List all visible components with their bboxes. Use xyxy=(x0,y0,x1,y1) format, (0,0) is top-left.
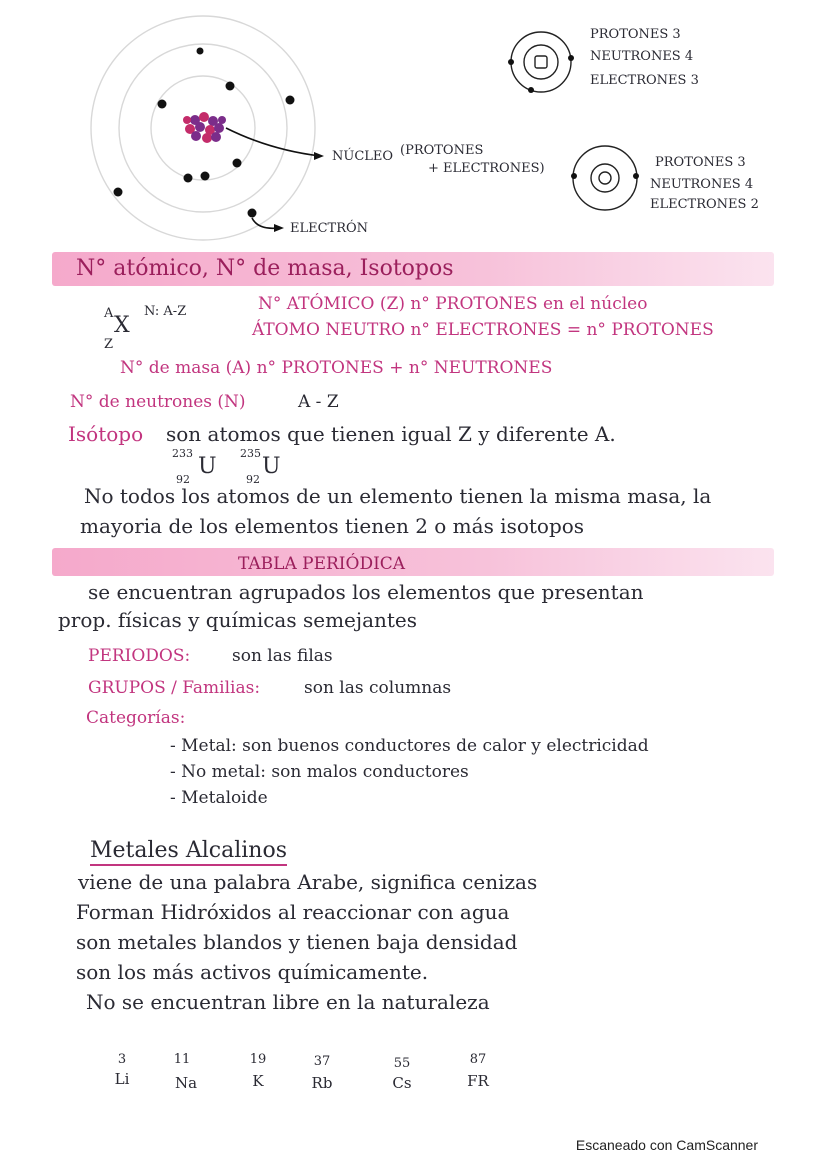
section3-heading: Metales Alcalinos xyxy=(90,840,287,866)
iso1-z: 92 xyxy=(176,473,190,486)
scanner-watermark: Escaneado con CamScanner xyxy=(575,1137,758,1153)
notation-x: X xyxy=(114,313,130,338)
iso2-symbol: U xyxy=(262,454,281,479)
section2-heading: TABLA PERIÓDICA xyxy=(238,554,406,574)
periods-label: PERIODOS: xyxy=(88,646,191,666)
alkali-line-3: son metales blandos y tienen baja densidad xyxy=(76,930,518,954)
categories-label: Categorías: xyxy=(86,708,186,728)
atom1-protons: PROTONES 3 xyxy=(590,27,681,42)
element-symbol: FR xyxy=(467,1072,489,1090)
atom2-electrons: ELECTRONES 2 xyxy=(650,197,759,212)
line-mass-number: N° de masa (A) n° PROTONES + n° NEUTRONES xyxy=(120,358,553,378)
groups-label: GRUPOS / Familias: xyxy=(88,678,261,698)
paragraph-line-2: mayoria de los elementos tienen 2 o más isotopos xyxy=(80,514,585,538)
alkali-line-5: No se encuentran libre en la naturaleza xyxy=(86,990,490,1014)
element-number: 37 xyxy=(313,1054,331,1069)
atom2-protons: PROTONES 3 xyxy=(655,155,746,170)
element-symbol: Cs xyxy=(392,1074,412,1092)
alkali-line-1: viene de una palabra Arabe, significa cenizas xyxy=(78,870,538,894)
notation-z: Z xyxy=(104,337,114,352)
element-number: 87 xyxy=(469,1052,487,1067)
line-neutral-atom: ÁTOMO NEUTRO n° ELECTRONES = n° PROTONES xyxy=(252,320,714,340)
nucleus-note-2: + ELECTRONES) xyxy=(428,161,545,176)
nucleus-note-1: (PROTONES xyxy=(400,143,484,158)
periodic-intro-1: se encuentran agrupados los elementos que presentan xyxy=(88,580,644,604)
atom1-neutrons: NEUTRONES 4 xyxy=(590,49,694,64)
periods-text: son las filas xyxy=(232,646,333,666)
paragraph-line-1: No todos los atomos de un elemento tienen la misma masa, la xyxy=(84,484,712,508)
element-symbol: Na xyxy=(174,1074,198,1092)
atom2-neutrons: NEUTRONES 4 xyxy=(650,177,754,192)
atom1-electrons: ELECTRONES 3 xyxy=(590,73,699,88)
electron-label: ELECTRÓN xyxy=(290,221,369,236)
periodic-intro-2: prop. físicas y químicas semejantes xyxy=(58,608,418,632)
element-symbol: K xyxy=(252,1072,264,1090)
line-neutrons-value: A - Z xyxy=(298,392,339,412)
notation-a: A xyxy=(104,306,114,321)
iso1-mass: 233 xyxy=(172,447,193,460)
small-atom-1 xyxy=(511,32,571,92)
element-number: 3 xyxy=(117,1052,127,1067)
category-metalloid: - Metaloide xyxy=(170,788,268,808)
element-symbol: Li xyxy=(114,1070,130,1088)
isotope-label: Isótopo xyxy=(68,422,144,446)
small-atom-2 xyxy=(573,146,637,210)
alkali-line-4: son los más activos químicamente. xyxy=(76,960,429,984)
nucleus-label: NÚCLEO xyxy=(332,149,394,164)
element-number: 11 xyxy=(173,1052,191,1067)
category-nonmetal: - No metal: son malos conductores xyxy=(170,762,469,782)
nucleus xyxy=(183,112,226,143)
iso2-mass: 235 xyxy=(240,447,261,460)
line-atomic-number: N° ATÓMICO (Z) n° PROTONES en el núcleo xyxy=(258,294,648,314)
iso1-symbol: U xyxy=(198,454,217,479)
element-number: 55 xyxy=(393,1056,411,1071)
element-symbol: Rb xyxy=(311,1074,333,1092)
element-number: 19 xyxy=(249,1052,267,1067)
heading-band-2 xyxy=(52,548,774,576)
isotope-text: son atomos que tienen igual Z y diferente A. xyxy=(166,422,616,446)
iso2-z: 92 xyxy=(246,473,260,486)
groups-text: son las columnas xyxy=(304,678,452,698)
line-neutrons-label: N° de neutrones (N) xyxy=(70,392,246,412)
nucleus-pointer xyxy=(226,128,320,156)
notation-n: N: A-Z xyxy=(144,304,187,319)
section1-heading: N° atómico, N° de masa, Isotopos xyxy=(76,256,454,281)
category-metal: - Metal: son buenos conductores de calor y electricidad xyxy=(170,736,649,756)
atom-diagram xyxy=(0,0,828,260)
alkali-line-2: Forman Hidróxidos al reaccionar con agua xyxy=(76,900,510,924)
